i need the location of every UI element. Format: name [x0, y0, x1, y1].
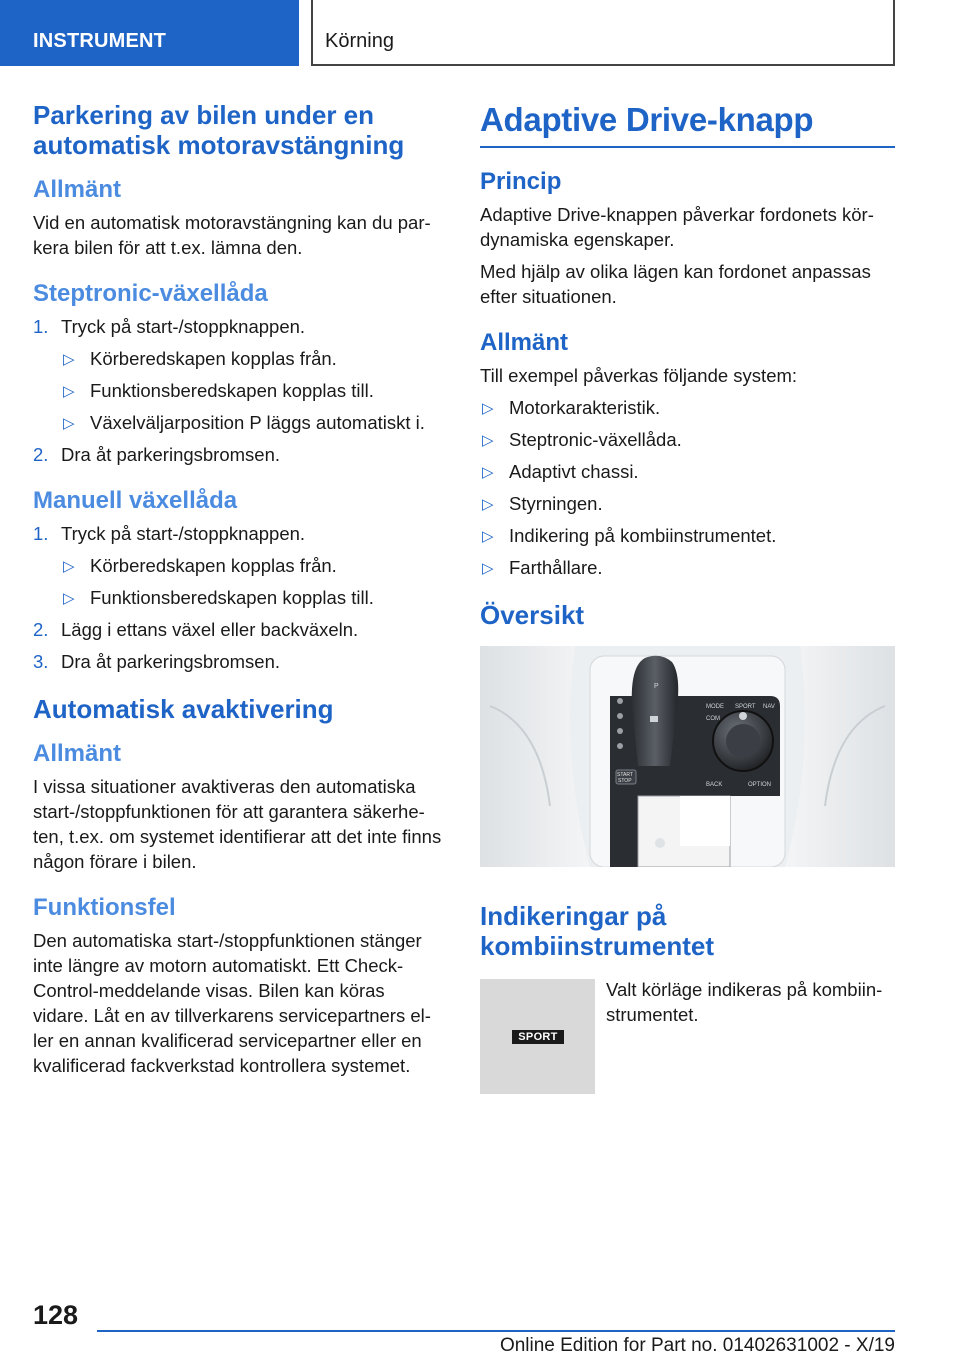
sub-list — [61, 553, 443, 610]
right-general-intro: Till exempel påverkas följande system: — [480, 365, 798, 386]
list-item — [480, 427, 895, 452]
sub-list — [61, 346, 443, 435]
svg-text:NAV: NAV — [763, 704, 775, 710]
sub-item-text: Körberedskapen kopplas från. — [90, 555, 337, 576]
svg-text:MODE: MODE — [706, 704, 724, 710]
footer-divider — [97, 1330, 895, 1332]
sub-item-text: Växelväljarposition P läggs automatiskt i. — [90, 412, 425, 433]
triangle-bullet-icon: ▷ — [482, 528, 494, 545]
triangle-bullet-icon: ▷ — [63, 415, 75, 432]
deactivation-general-heading: Allmänt — [33, 740, 122, 767]
system-item-text: Farthållare. — [509, 557, 603, 578]
step-number: 2. — [33, 619, 49, 640]
deactivation-heading: Automatisk avaktivering — [33, 694, 334, 724]
manual-section — [33, 487, 443, 674]
sub-item-text: Funktionsberedskapen kopplas till. — [90, 380, 374, 401]
steptronic-steps — [33, 314, 443, 467]
sub-item-text: Körberedskapen kopplas från. — [90, 348, 337, 369]
list-item — [33, 442, 443, 467]
left-column — [33, 100, 443, 1098]
step-number: 1. — [33, 316, 49, 337]
sport-mode-label: SPORT — [512, 1030, 564, 1044]
right-general-section — [480, 329, 895, 580]
indications-row — [480, 977, 895, 1097]
parking-heading: Parkering av bilen under en automatisk motoravstängning — [33, 100, 405, 160]
parking-general-section — [33, 176, 443, 260]
step-number: 2. — [33, 444, 49, 465]
principle-text-2: Med hjälp av olika lägen kan fordonet anpassas efter situationen. — [480, 261, 871, 307]
step-number: 1. — [33, 523, 49, 544]
manual-steps — [33, 521, 443, 674]
manual-heading: Manuell växellåda — [33, 487, 238, 514]
section-header — [311, 0, 895, 66]
deactivation-general-text: I vissa situationer avaktiveras den automatiska start-/stoppfunktionen för att garantera säkerheten, t.ex. om systemet identifierar att det inte finns någon förare i bilen. — [33, 776, 442, 872]
list-item — [480, 523, 895, 548]
principle-section — [480, 168, 895, 309]
steptronic-section — [33, 280, 443, 467]
fault-heading: Funktionsfel — [33, 894, 176, 921]
triangle-bullet-icon: ▷ — [482, 496, 494, 513]
svg-text:BACK: BACK — [706, 782, 723, 788]
deactivation-general-section — [33, 740, 443, 874]
triangle-bullet-icon: ▷ — [482, 560, 494, 577]
triangle-bullet-icon: ▷ — [482, 464, 494, 481]
system-item-text: Adaptivt chassi. — [509, 461, 639, 482]
list-item — [61, 585, 443, 610]
center-console-photo — [480, 646, 895, 867]
instrument-display-image — [480, 979, 595, 1094]
principle-text-1: Adaptive Drive-knappen påverkar fordonets kördynamiska egenskaper. — [480, 204, 874, 250]
list-item — [480, 555, 895, 580]
triangle-bullet-icon: ▷ — [63, 351, 75, 368]
footer-edition: Online Edition for Part no. 01402631002 - X/19 — [499, 1335, 895, 1356]
list-item — [61, 346, 443, 371]
list-item — [33, 617, 443, 642]
fault-text: Den automatiska start-/stoppfunktionen stänger inte längre av motorn automatiskt. Ett Check-Control-meddelande visas. Bilen kan köras vidare. Låt en av tillverkarens servicepartners eller en annan kvalificerad servicepartner eller en kvalificerad fackverkstad kontrollera systemet. — [33, 930, 431, 1076]
chapter-tab-label: INSTRUMENT — [33, 30, 167, 52]
system-item-text: Motorkarakteristik. — [509, 397, 661, 418]
list-item — [480, 395, 895, 420]
right-general-heading: Allmänt — [480, 329, 569, 356]
svg-text:STOP: STOP — [618, 778, 632, 784]
system-item-text: Styrningen. — [509, 493, 603, 514]
list-item — [61, 378, 443, 403]
triangle-bullet-icon: ▷ — [63, 383, 75, 400]
page-number: 128 — [33, 1300, 79, 1330]
center-console-illustration — [480, 646, 895, 867]
list-item — [33, 314, 443, 435]
indications-heading: Indikeringar på kombiinstrumentet — [480, 901, 715, 961]
parking-general-heading: Allmänt — [33, 176, 122, 203]
list-item — [480, 459, 895, 484]
list-item — [33, 649, 443, 674]
chapter-tab — [0, 0, 299, 66]
adaptive-drive-heading: Adaptive Drive-knapp — [480, 100, 895, 148]
fault-section — [33, 894, 443, 1078]
svg-text:COM: COM — [706, 716, 720, 722]
triangle-bullet-icon: ▷ — [482, 432, 494, 449]
step-text: Dra åt parkeringsbromsen. — [61, 651, 281, 672]
list-item — [61, 553, 443, 578]
triangle-bullet-icon: ▷ — [482, 400, 494, 417]
svg-text:P: P — [654, 683, 659, 690]
step-text: Dra åt parkeringsbromsen. — [61, 444, 281, 465]
triangle-bullet-icon: ▷ — [63, 590, 75, 607]
sub-item-text: Funktionsberedskapen kopplas till. — [90, 587, 374, 608]
section-title: Körning — [325, 30, 394, 52]
step-number: 3. — [33, 651, 49, 672]
step-text: Tryck på start-/stoppknappen. — [61, 316, 306, 337]
svg-text:SPORT: SPORT — [735, 704, 756, 710]
step-text: Lägg i ettans växel eller backväxeln. — [61, 619, 359, 640]
overview-heading: Översikt — [480, 600, 585, 630]
steptronic-heading: Steptronic-växellåda — [33, 280, 268, 307]
indications-text: Valt körläge indikeras på kombiinstrumentet. — [606, 979, 883, 1025]
list-item — [61, 410, 443, 435]
svg-text:OPTION: OPTION — [748, 782, 772, 788]
svg-text:START: START — [617, 772, 633, 778]
list-item — [33, 521, 443, 610]
right-column — [480, 100, 895, 1097]
step-text: Tryck på start-/stoppknappen. — [61, 523, 306, 544]
principle-heading: Princip — [480, 168, 562, 195]
list-item — [480, 491, 895, 516]
system-item-text: Steptronic-växellåda. — [509, 429, 682, 450]
system-item-text: Indikering på kombiinstrumentet. — [509, 525, 777, 546]
parking-general-text: Vid en automatisk motoravstängning kan du parkera bilen för att t.ex. lämna den. — [33, 212, 431, 258]
system-list — [480, 395, 895, 580]
triangle-bullet-icon: ▷ — [63, 558, 75, 575]
